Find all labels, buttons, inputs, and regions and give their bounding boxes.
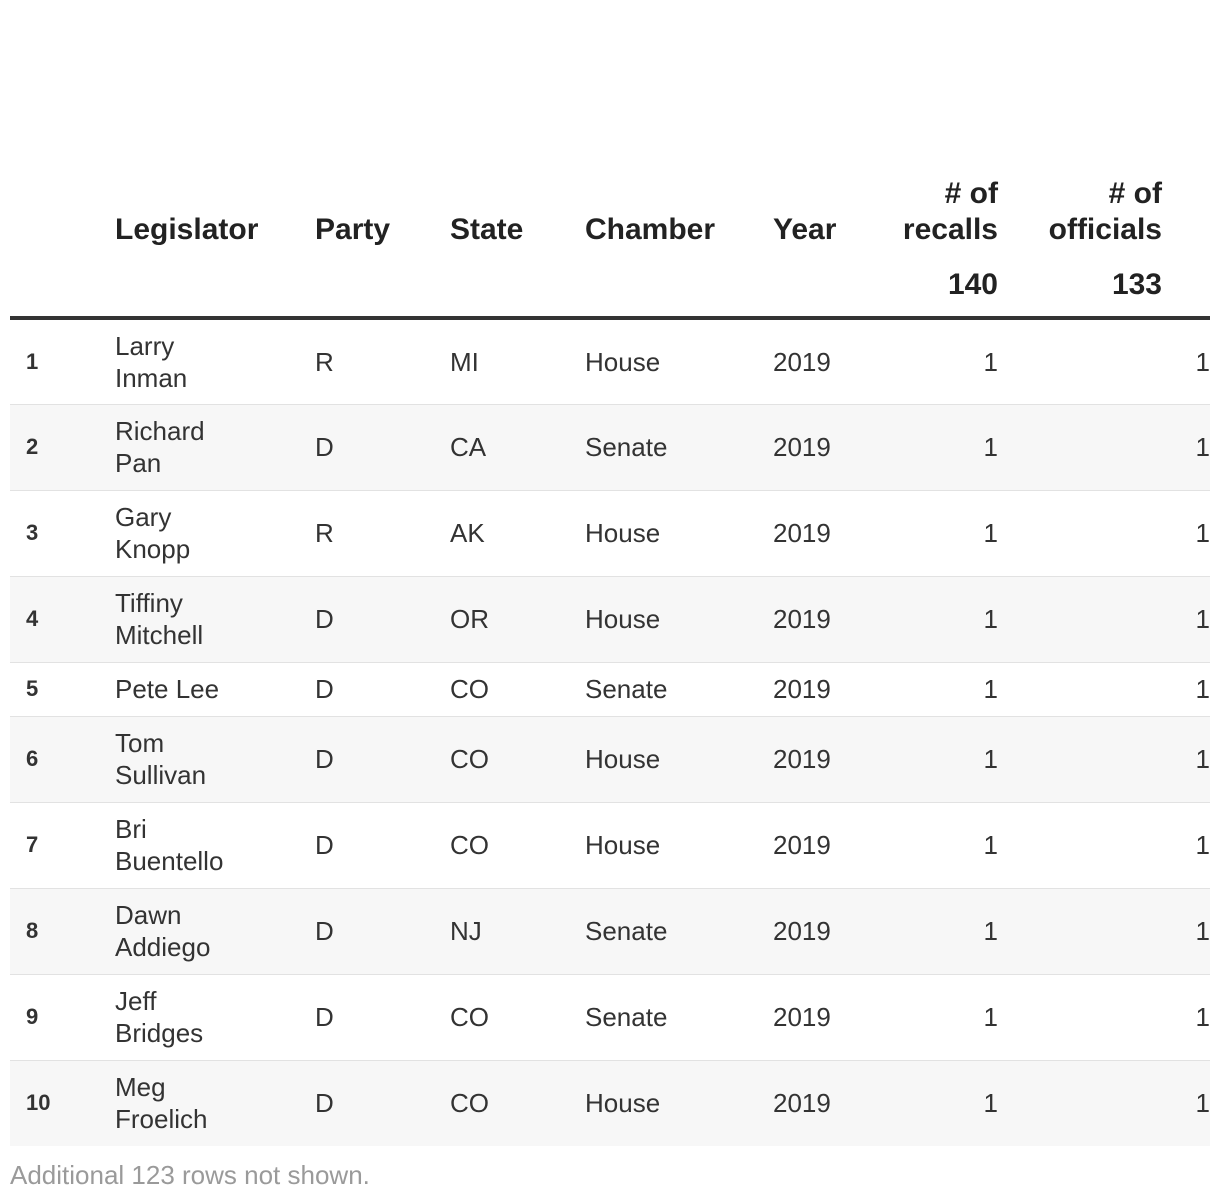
officials-count-cell: 1 [1195, 744, 1210, 774]
row-rank: 3 [26, 520, 39, 545]
legislator-last-name: Froelich [115, 1104, 208, 1135]
year-cell: 2019 [773, 346, 831, 377]
officials-count-cell: 1 [1195, 518, 1210, 548]
legislator-last-name: Mitchell [115, 620, 204, 650]
legislator-name [105, 404, 305, 490]
state-cell: CO [450, 674, 489, 704]
legislator-first-name: Tiffiny [115, 588, 183, 618]
chamber-cell: House [585, 830, 661, 860]
state-cell: MI [450, 346, 479, 377]
year-cell: 2019 [773, 830, 831, 860]
recalls-count-cell: 1 [983, 346, 998, 377]
legislator-name [105, 888, 305, 974]
party-cell: R [315, 518, 334, 548]
legislator-name [105, 662, 305, 716]
legislator-first-name: Gary [115, 502, 172, 532]
recalls-table [10, 0, 1210, 1146]
state-cell: CO [450, 1088, 489, 1119]
party-cell: R [315, 346, 334, 377]
table-row [10, 490, 1210, 576]
legislator-name [105, 490, 305, 576]
officials-count-cell: 1 [1195, 674, 1210, 704]
recalls-count-cell: 1 [983, 604, 998, 634]
party-cell: D [315, 432, 334, 462]
year-cell: 2019 [773, 744, 831, 774]
rows-not-shown-note: Additional 123 rows not shown. [10, 1160, 370, 1190]
table-row [10, 662, 1210, 716]
legislator-name [105, 974, 305, 1060]
legislator-last-name: Inman [115, 362, 188, 393]
legislator-first-name: Pete Lee [115, 674, 220, 704]
legislator-first-name: Jeff [115, 986, 157, 1016]
chamber-cell: House [585, 744, 661, 774]
year-cell: 2019 [773, 1088, 831, 1119]
party-cell: D [315, 1088, 334, 1119]
legislator-last-name: Pan [115, 448, 162, 478]
legislator-first-name: Larry [115, 330, 175, 361]
recalls-count-cell: 1 [983, 1088, 998, 1119]
table-row [10, 716, 1210, 802]
party-cell: D [315, 744, 334, 774]
legislator-first-name: Bri [115, 814, 147, 844]
header-party[interactable]: Party [315, 213, 391, 246]
legislator-last-name: Buentello [115, 846, 224, 876]
legislator-name [105, 716, 305, 802]
party-cell: D [315, 830, 334, 860]
legislator-first-name: Richard [115, 416, 205, 446]
recalls-count-cell: 1 [983, 916, 998, 946]
party-cell: D [315, 674, 334, 704]
header-recalls-line2: recalls [902, 213, 998, 246]
chamber-cell: House [585, 1088, 661, 1119]
recalls-count-cell: 1 [983, 744, 998, 774]
officials-count-cell: 1 [1195, 916, 1210, 946]
state-cell: NJ [450, 916, 482, 946]
header-officials[interactable] [998, 0, 1210, 254]
legislator-last-name: Bridges [115, 1018, 204, 1048]
header-rank [10, 0, 105, 254]
header-recalls-line1: # of [944, 177, 998, 210]
recalls-count-cell: 1 [983, 830, 998, 860]
officials-count-cell: 1 [1195, 830, 1210, 860]
table-row [10, 802, 1210, 888]
total-recalls: 140 [873, 254, 998, 318]
officials-count-cell: 1 [1195, 604, 1210, 634]
recalls-count-cell: 1 [983, 674, 998, 704]
officials-count-cell: 1 [1195, 1002, 1210, 1032]
officials-count-cell: 1 [1195, 1088, 1210, 1119]
chamber-cell: Senate [585, 432, 668, 462]
row-rank: 4 [26, 606, 39, 631]
chamber-cell: House [585, 346, 661, 377]
header-row [10, 0, 1210, 254]
party-cell: D [315, 916, 334, 946]
header-chamber[interactable]: Chamber [585, 213, 716, 246]
officials-count-cell: 1 [1195, 346, 1210, 377]
state-cell: AK [450, 518, 485, 548]
state-cell: OR [450, 604, 489, 634]
table-row [10, 974, 1210, 1060]
table-row [10, 888, 1210, 974]
header-recalls[interactable] [873, 0, 998, 254]
row-rank: 6 [26, 746, 39, 771]
legislator-first-name: Dawn [115, 900, 182, 930]
header-state[interactable]: State [450, 213, 524, 246]
recalls-table-container [10, 0, 1210, 1146]
header-legislator[interactable]: Legislator [115, 213, 259, 246]
chamber-cell: Senate [585, 1002, 668, 1032]
legislator-last-name: Knopp [115, 534, 191, 564]
legislator-name [105, 1060, 305, 1146]
party-cell: D [315, 604, 334, 634]
table-row [10, 1060, 1210, 1146]
chamber-cell: House [585, 518, 661, 548]
table-row [10, 576, 1210, 662]
legislator-first-name: Meg [115, 1072, 166, 1103]
table-row [10, 318, 1210, 404]
year-cell: 2019 [773, 604, 831, 634]
legislator-last-name: Addiego [115, 932, 211, 962]
chamber-cell: Senate [585, 674, 668, 704]
legislator-name [105, 802, 305, 888]
recalls-count-cell: 1 [983, 432, 998, 462]
year-cell: 2019 [773, 1002, 831, 1032]
year-cell: 2019 [773, 916, 831, 946]
legislator-first-name: Tom [115, 728, 165, 758]
year-cell: 2019 [773, 432, 831, 462]
row-rank: 8 [26, 918, 39, 943]
party-cell: D [315, 1002, 334, 1032]
header-officials-line2: officials [1048, 213, 1162, 246]
header-officials-line1: # of [1108, 177, 1162, 210]
legislator-name [105, 576, 305, 662]
row-rank: 9 [26, 1004, 39, 1029]
totals-row [10, 254, 1210, 318]
header-year[interactable]: Year [773, 213, 837, 246]
legislator-last-name: Sullivan [115, 760, 207, 790]
table-body [10, 318, 1210, 1146]
table-row [10, 404, 1210, 490]
table-header [10, 0, 1210, 318]
row-rank: 5 [26, 676, 39, 701]
row-rank: 2 [26, 434, 39, 459]
row-rank: 10 [26, 1090, 51, 1116]
row-rank: 7 [26, 832, 39, 857]
state-cell: CO [450, 744, 489, 774]
year-cell: 2019 [773, 674, 831, 704]
recalls-count-cell: 1 [983, 518, 998, 548]
state-cell: CA [450, 432, 487, 462]
totals-spacer [10, 254, 873, 318]
state-cell: CO [450, 830, 489, 860]
chamber-cell: House [585, 604, 661, 634]
officials-count-cell: 1 [1195, 432, 1210, 462]
row-rank: 1 [26, 348, 39, 374]
legislator-name [105, 318, 305, 404]
total-officials: 133 [998, 254, 1210, 318]
chamber-cell: Senate [585, 916, 668, 946]
recalls-count-cell: 1 [983, 1002, 998, 1032]
year-cell: 2019 [773, 518, 831, 548]
state-cell: CO [450, 1002, 489, 1032]
